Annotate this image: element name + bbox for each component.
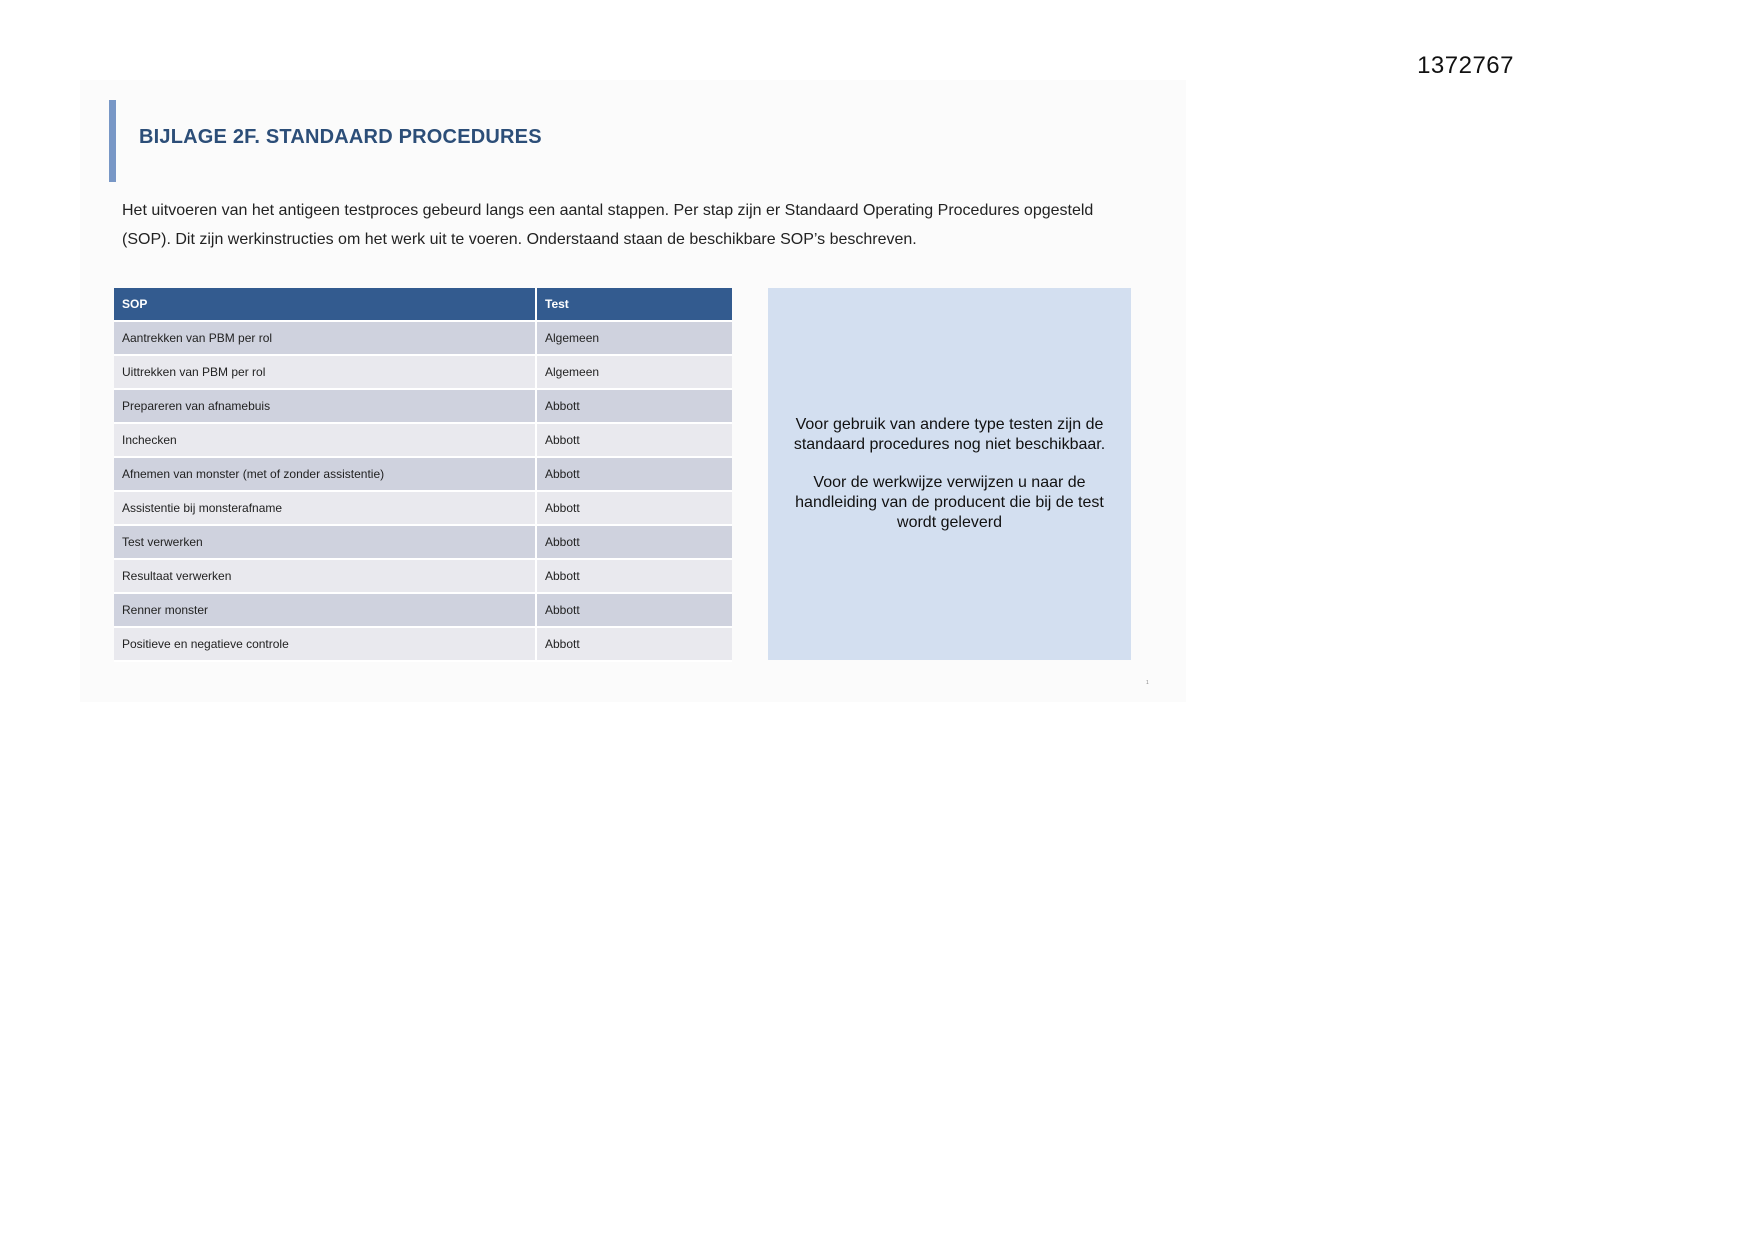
info-paragraph-availability: Voor gebruik van andere type testen zijn de standaard procedures nog niet beschikbaar. — [793, 416, 1106, 453]
test-cell: Abbott — [536, 525, 732, 559]
sop-cell: Prepareren van afnamebuis — [114, 389, 536, 423]
sop-cell: Renner monster — [114, 593, 536, 627]
test-cell: Abbott — [536, 457, 732, 491]
table-row — [114, 525, 732, 559]
column-header-sop: SOP — [114, 288, 536, 321]
sop-cell: Positieve en negatieve controle — [114, 627, 536, 661]
sop-cell: Uittrekken van PBM per rol — [114, 355, 536, 389]
document-number: 1372767 — [1417, 52, 1514, 79]
info-box — [768, 288, 1131, 660]
table-row — [114, 491, 732, 525]
test-cell: Abbott — [536, 593, 732, 627]
title-accent-bar — [109, 100, 116, 182]
table-row — [114, 389, 732, 423]
slide-page-number: 1 — [1146, 680, 1149, 686]
sop-table — [114, 288, 732, 662]
table-row — [114, 593, 732, 627]
test-cell: Abbott — [536, 423, 732, 457]
slide-page — [80, 80, 1186, 702]
sop-cell: Aantrekken van PBM per rol — [114, 321, 536, 355]
sop-cell: Resultaat verwerken — [114, 559, 536, 593]
test-cell: Abbott — [536, 627, 732, 661]
test-cell: Abbott — [536, 389, 732, 423]
table-header-row — [114, 288, 732, 321]
table-row — [114, 627, 732, 661]
intro-paragraph: Het uitvoeren van het antigeen testproces gebeurd langs een aantal stappen. Per stap zijn er Standaard Operating Procedures opgesteld (SOP). Dit zijn werkinstructies om het werk uit te voeren. Onderstaand staan de beschikbare SOP’s beschreven. — [122, 202, 1094, 248]
column-header-test: Test — [536, 288, 732, 321]
info-paragraph-manual: Voor de werkwijze verwijzen u naar de handleiding van de producent die bij de test wordt geleverd — [795, 474, 1104, 531]
sop-cell: Assistentie bij monsterafname — [114, 491, 536, 525]
sop-cell: Test verwerken — [114, 525, 536, 559]
table-row — [114, 423, 732, 457]
test-cell: Algemeen — [536, 321, 732, 355]
test-cell: Abbott — [536, 491, 732, 525]
table-row — [114, 457, 732, 491]
sop-cell: Inchecken — [114, 423, 536, 457]
table-row — [114, 321, 732, 355]
table-row — [114, 355, 732, 389]
slide-title: BIJLAGE 2F. STANDAARD PROCEDURES — [139, 126, 542, 148]
sop-cell: Afnemen van monster (met of zonder assistentie) — [114, 457, 536, 491]
table-row — [114, 559, 732, 593]
test-cell: Algemeen — [536, 355, 732, 389]
test-cell: Abbott — [536, 559, 732, 593]
